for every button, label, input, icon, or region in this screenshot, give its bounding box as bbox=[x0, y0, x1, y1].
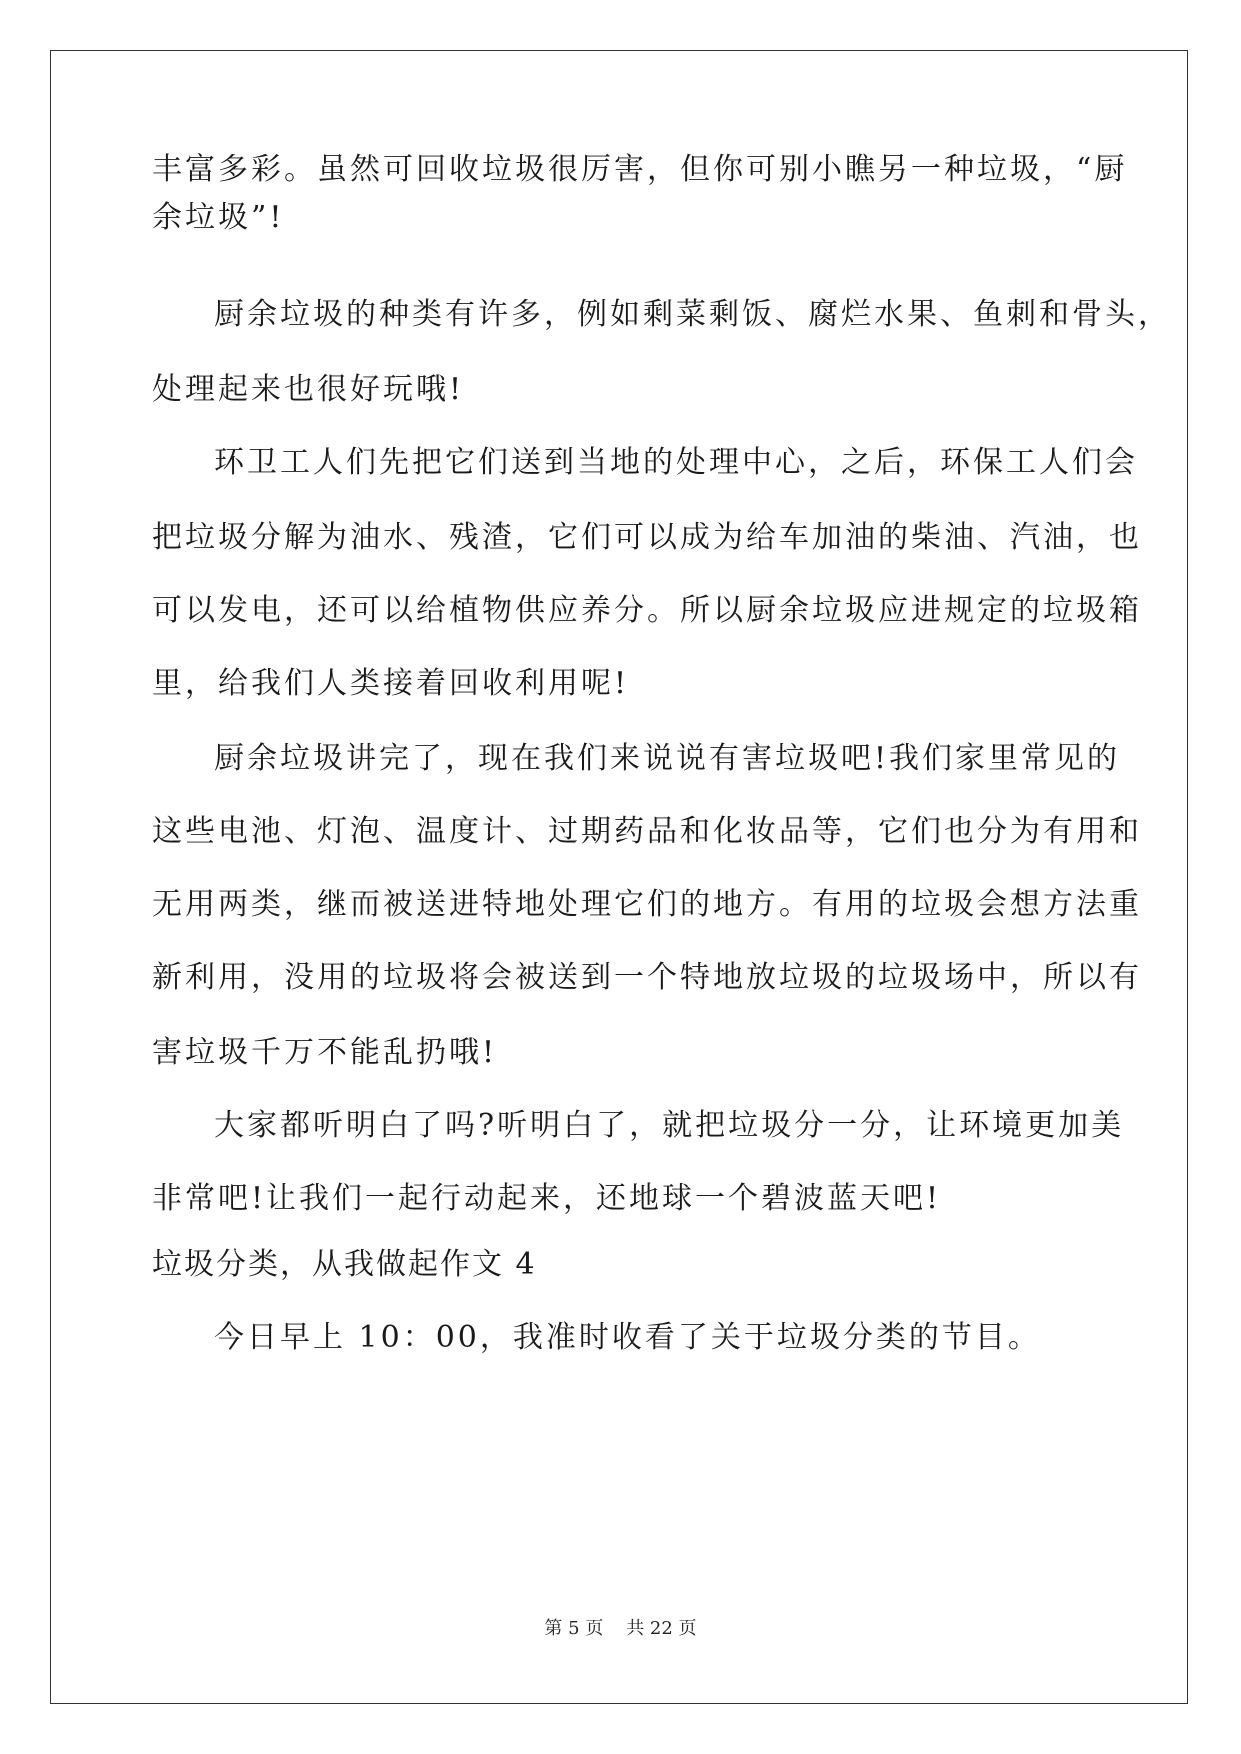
section-heading: 垃圾分类，从我做起作文 4 bbox=[152, 1247, 537, 1282]
paragraph-line: 非常吧!让我们一起行动起来，还地球一个碧波蓝天吧! bbox=[152, 1181, 942, 1216]
paragraph-line: 今日早上 10：00，我准时收看了关于垃圾分类的节目。 bbox=[214, 1320, 1041, 1355]
paragraph-line: 把垃圾分解为油水、残渣，它们可以成为给车加油的柴油、汽油，也 bbox=[152, 520, 1142, 555]
paragraph-line: 厨余垃圾讲完了，现在我们来说说有害垃圾吧!我们家里常见的 bbox=[214, 741, 1121, 776]
paragraph-line: 大家都听明白了吗?听明白了，就把垃圾分一分，让环境更加美 bbox=[214, 1108, 1125, 1143]
paragraph-line: 丰富多彩。虽然可回收垃圾很厉害，但你可别小瞧另一种垃圾，“厨 bbox=[152, 152, 1128, 187]
paragraph-line: 余垃圾”! bbox=[152, 200, 285, 235]
paragraph-line: 处理起来也很好玩哦! bbox=[152, 372, 465, 407]
paragraph-line: 里，给我们人类接着回收利用呢! bbox=[152, 666, 630, 701]
paragraph-line: 这些电池、灯泡、温度计、过期药品和化妆品等，它们也分为有用和 bbox=[152, 814, 1142, 849]
paragraph-line: 环卫工人们先把它们送到当地的处理中心，之后，环保工人们会 bbox=[214, 445, 1138, 480]
paragraph-line: 可以发电，还可以给植物供应养分。所以厨余垃圾应进规定的垃圾箱 bbox=[152, 593, 1142, 628]
paragraph-line: 无用两类，继而被送进特地处理它们的地方。有用的垃圾会想方法重 bbox=[152, 887, 1142, 922]
paragraph-line: 害垃圾千万不能乱扔哦! bbox=[152, 1035, 498, 1070]
paragraph-line: 新利用，没用的垃圾将会被送到一个特地放垃圾的垃圾场中，所以有 bbox=[152, 960, 1142, 995]
page-number-footer: 第 5 页 共 22 页 bbox=[544, 1618, 697, 1639]
paragraph-line: 厨余垃圾的种类有许多，例如剩菜剩饭、腐烂水果、鱼刺和骨头， bbox=[214, 297, 1171, 332]
